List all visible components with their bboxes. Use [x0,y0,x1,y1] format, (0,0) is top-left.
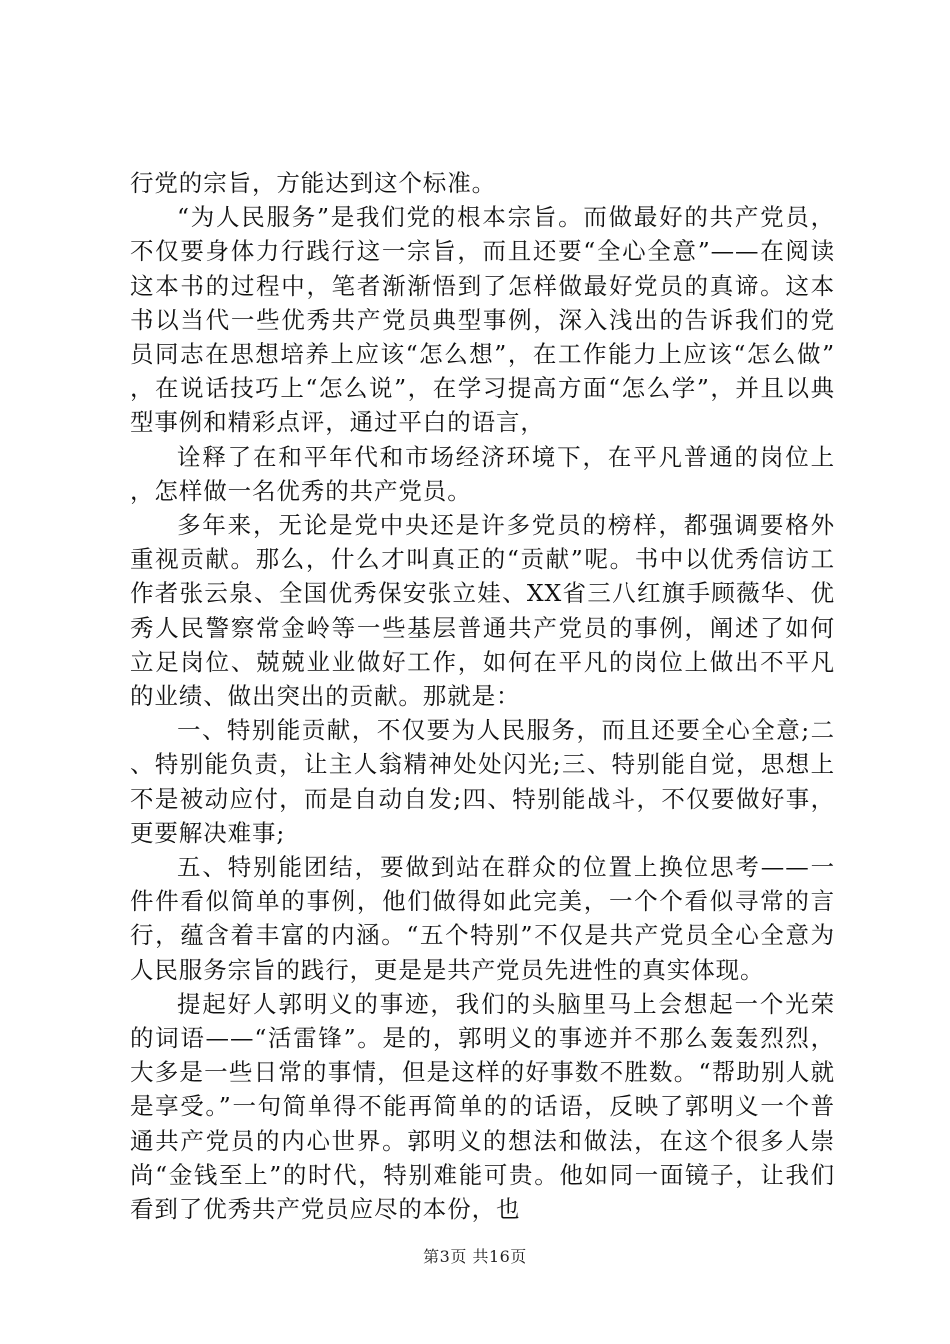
paragraph-interpretation: 诠释了在和平年代和市场经济环境下，在平凡普通的岗位上，怎样做一名优秀的共产党员。 [130,442,835,505]
page-number-footer: 第3页 共16页 [423,1247,527,1266]
document-body [130,166,835,1226]
paragraph-four-specials: 一、特别能贡献，不仅要为人民服务，而且还要全心全意;二、特别能负责，让主人翁精神处处闪光;三、特别能自觉，思想上不是被动应付，而是自动自发;四、特别能战斗，不仅要做好事，更要解决难事; [130,716,835,847]
paragraph-continuation: 行党的宗旨，方能达到这个标准。 [130,169,496,197]
paragraph-contribution: 多年来，无论是党中央还是许多党员的榜样，都强调要格外重视贡献。那么，什么才叫真正的“贡献”呢。书中以优秀信访工作者张云泉、全国优秀保安张立娃、XX省三八红旗手顾薇华、优秀人民警察常金岭等一些基层普通共产党员的事例，阐述了如何立足岗位、兢兢业业做好工作，如何在平凡的岗位上做出不平凡的业绩、做出突出的贡献。那就是： [130,511,835,711]
paragraph-fifth-special: 五、特别能团结，要做到站在群众的位置上换位思考——一件件看似简单的事例，他们做得如此完美，一个个看似寻常的言行，蕴含着丰富的内涵。“五个特别”不仅是共产党员全心全意为人民服务宗旨的践行，更是是共产党员先进性的真实体现。 [130,853,835,984]
paragraph-serve-people: “为人民服务”是我们党的根本宗旨。而做最好的共产党员，不仅要身体力行践行这一宗旨，而且还要“全心全意”——在阅读这本书的过程中，笔者渐渐悟到了怎样做最好党员的真谛。这本书以当代一些优秀共产党员典型事例，深入浅出的告诉我们的党员同志在思想培养上应该“怎么想”，在工作能力上应该“怎么做”，在说话技巧上“怎么说”，在学习提高方面“怎么学”，并且以典型事例和精彩点评，通过平白的语言， [130,203,835,437]
paragraph-guo-mingyi: 提起好人郭明义的事迹，我们的头脑里马上会想起一个光荣的词语——“活雷锋”。是的，郭明义的事迹并不那么轰轰烈烈，大多是一些日常的事情，但是这样的好事数不胜数。“帮助别人就是享受。”一句简单得不能再简单的的话语，反映了郭明义一个普通共产党员的内心世界。郭明义的想法和做法，在这个很多人崇尚“金钱至上”的时代，特别难能可贵。他如同一面镜子，让我们看到了优秀共产党员应尽的本份，也 [130,989,835,1224]
